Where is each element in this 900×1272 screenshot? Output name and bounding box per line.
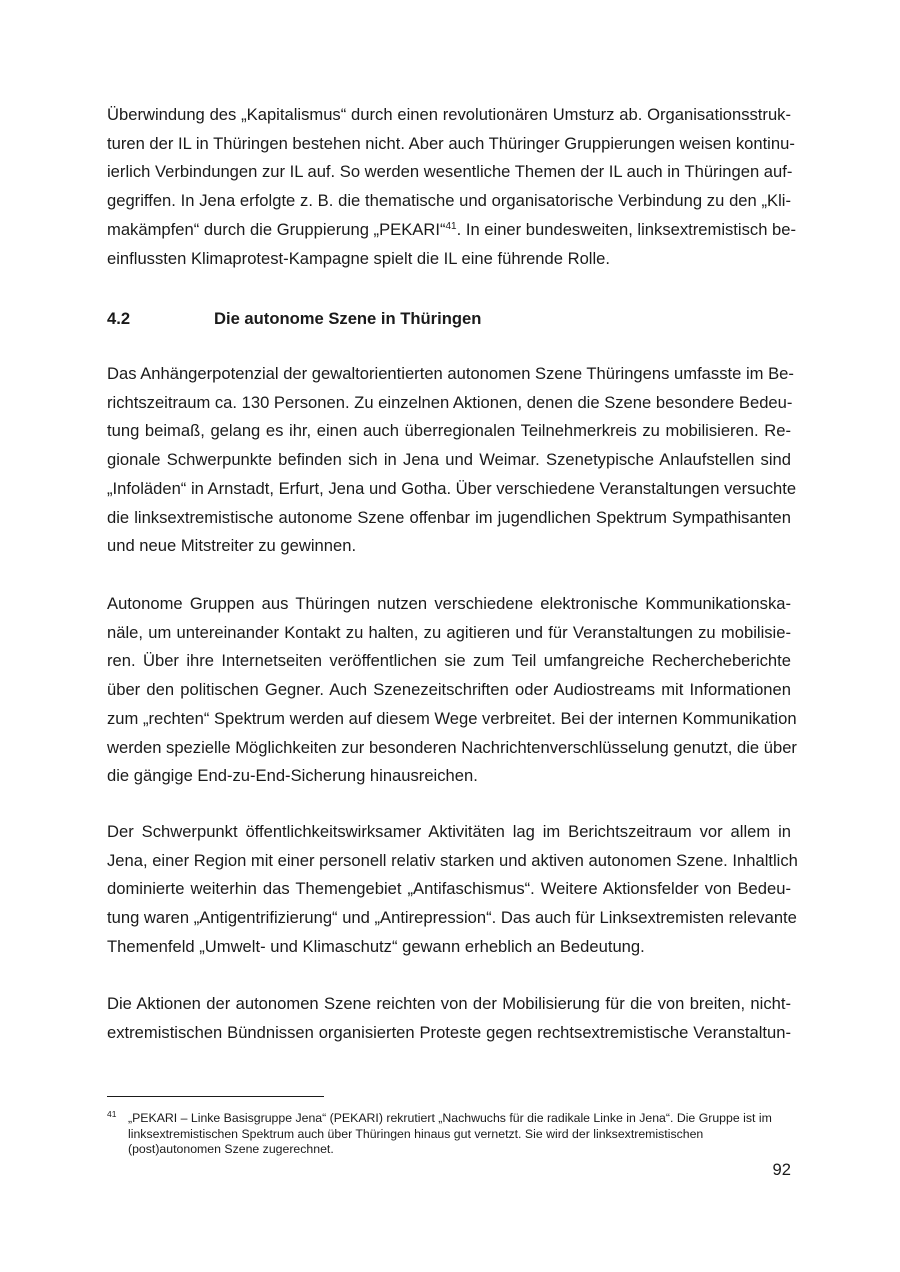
text-line: Die Aktionen der autonomen Szene reichten von der Mobilisierung für die von breiten, nicht- [107, 994, 791, 1013]
text-line: Überwindung des „Kapitalismus“ durch einen revolutionären Umsturz ab. Organisationsstruk- [107, 105, 791, 124]
text-line: gionale Schwerpunkte befinden sich in Jena und Weimar. Szenetypische Anlaufstellen sind [107, 450, 791, 470]
text-line-with-footnote-ref [107, 216, 797, 245]
text-line: Das Anhängerpotenzial der gewaltorientierten autonomen Szene Thüringens umfasste im Be- [107, 364, 794, 383]
text-line: dominierte weiterhin das Themengebiet „Antifaschismus“. Weitere Aktionsfelder von Bedeu- [107, 879, 791, 899]
footnote-number: 41 [107, 1109, 117, 1119]
text-segment: . In einer bundesweiten, linksextremistisch be- [456, 219, 797, 239]
paragraph-activities [107, 818, 798, 962]
text-line: einflussten Klimaprotest-Kampagne spielt die IL eine führende Rolle. [107, 248, 611, 268]
footnote-reference[interactable]: 41 [445, 220, 457, 232]
page-number: 92 [772, 1160, 791, 1179]
text-line: die gängige End-zu-End-Sicherung hinausreichen. [107, 766, 478, 786]
text-line: tung beimaß, gelang es ihr, einen auch überregionalen Teilnehmerkreis zu mobilisieren. Re- [107, 421, 791, 441]
text-line: Der Schwerpunkt öffentlichkeitswirksamer Aktivitäten lag im Berichtszeitraum vor allem in [107, 822, 791, 841]
text-line: gegriffen. In Jena erfolgte z. B. die thematische und organisatorische Verbindung zu den „Kli- [107, 191, 791, 211]
section-number: 4.2 [107, 309, 131, 328]
text-line: Jena, einer Region mit einer personell relativ starken und aktiven autonomen Szene. Inhaltlich [107, 850, 798, 870]
section-heading [107, 305, 791, 333]
footnote [107, 1111, 791, 1158]
section-title: Die autonome Szene in Thüringen [214, 309, 482, 328]
text-line: turen der IL in Thüringen bestehen nicht. Aber auch Thüringer Gruppierungen weisen kontinu- [107, 133, 795, 153]
paragraph-actions [107, 990, 791, 1047]
text-line: tung waren „Antigentrifizierung“ und „Antirepression“. Das auch für Linksextremisten relevante [107, 908, 797, 928]
text-line: zum „rechten“ Spektrum werden auf diesem Wege verbreitet. Bei der internen Kommunikation [107, 708, 797, 728]
text-line: ierlich Verbindungen zur IL auf. So werden wesentliche Themen der IL auch in Thüringen auf- [107, 162, 793, 182]
text-line: die linksextremistische autonome Szene offenbar im jugendlichen Spektrum Sympathisanten [107, 507, 791, 527]
text-line: und neue Mitstreiter zu gewinnen. [107, 536, 357, 556]
text-line: Autonome Gruppen aus Thüringen nutzen verschiedene elektronische Kommunikationska- [107, 594, 791, 613]
text-line: ren. Über ihre Internetseiten veröffentlichen sie zum Teil umfangreiche Rechercheberichte [107, 651, 791, 671]
footnote-separator [107, 1096, 324, 1097]
paragraph-followers [107, 360, 797, 561]
paragraph-intro [107, 101, 797, 273]
text-line: Themenfeld „Umwelt- und Klimaschutz“ gewann erheblich an Bedeutung. [107, 936, 645, 956]
text-line: richtszeitraum ca. 130 Personen. Zu einzelnen Aktionen, denen die Szene besondere Bedeu- [107, 392, 793, 412]
text-segment: makämpfen“ durch die Gruppierung „PEKARI“ [107, 219, 446, 239]
text-line: werden spezielle Möglichkeiten zur besonderen Nachrichtenverschlüsselung genutzt, die über [107, 737, 797, 757]
text-line: näle, um untereinander Kontakt zu halten, zu agitieren und für Veranstaltungen zu mobilisie- [107, 622, 791, 642]
text-line: über den politischen Gegner. Auch Szenezeitschriften oder Audiostreams mit Informationen [107, 680, 791, 700]
paragraph-communication [107, 590, 797, 791]
text-line: „Infoläden“ in Arnstadt, Erfurt, Jena und Gotha. Über verschiedene Veranstaltungen versuchte [107, 478, 797, 498]
text-line: extremistischen Bündnissen organisierten Proteste gegen rechtsextremistische Veranstaltun- [107, 1022, 791, 1042]
footnote-text: „PEKARI – Linke Basisgruppe Jena“ (PEKARI) rekrutiert „Nachwuchs für die radikale Linke in Jena“. Die Gruppe ist im linksextremistischen Spektrum auch über Thüringen hinaus gut vernetzt. Sie wird der linksextremistischen (post)autonomen Szene zugerechnet. [128, 1111, 772, 1157]
